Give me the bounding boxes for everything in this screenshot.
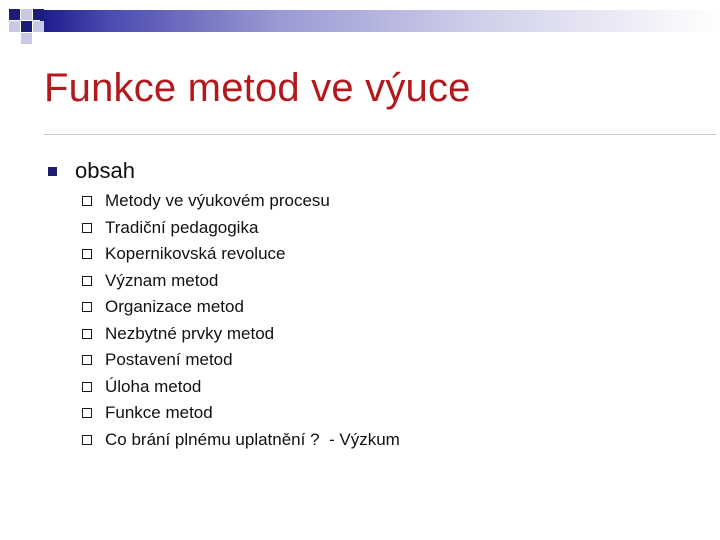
content-list xyxy=(82,188,400,453)
hollow-square-icon xyxy=(82,276,92,286)
hollow-square-icon xyxy=(82,302,92,312)
hollow-square-icon xyxy=(82,408,92,418)
list-item xyxy=(82,215,400,242)
list-item xyxy=(82,374,400,401)
hollow-square-icon xyxy=(82,196,92,206)
filled-square-icon xyxy=(48,167,57,176)
hollow-square-icon xyxy=(82,223,92,233)
list-item-label: Funkce metod xyxy=(105,403,213,423)
hollow-square-icon xyxy=(82,382,92,392)
slide-title: Funkce metod ve výuce xyxy=(44,66,471,110)
decor-square xyxy=(21,33,32,44)
list-item-label: Postavení metod xyxy=(105,350,233,370)
decor-square xyxy=(33,21,44,32)
gradient-band xyxy=(40,10,720,32)
title-divider xyxy=(44,134,716,135)
bullet-level1-label: obsah xyxy=(75,158,135,183)
list-item-label: Význam metod xyxy=(105,270,219,290)
list-item-label: Co brání plnému uplatnění ? - Výzkum xyxy=(105,429,400,449)
decor-square xyxy=(21,9,32,20)
list-item xyxy=(82,321,400,348)
bullet-level1 xyxy=(44,158,135,184)
header-decoration xyxy=(0,0,720,42)
list-item xyxy=(82,347,400,374)
list-item xyxy=(82,268,400,295)
list-item xyxy=(82,188,400,215)
list-item-label: Nezbytné prvky metod xyxy=(105,323,275,343)
decor-square xyxy=(9,21,20,32)
list-item-label: Metody ve výukovém procesu xyxy=(105,191,330,211)
hollow-square-icon xyxy=(82,355,92,365)
list-item xyxy=(82,427,400,454)
hollow-square-icon xyxy=(82,329,92,339)
list-item xyxy=(82,294,400,321)
decor-square xyxy=(33,9,44,20)
list-item-label: Kopernikovská revoluce xyxy=(105,244,286,264)
hollow-square-icon xyxy=(82,249,92,259)
list-item-label: Úloha metod xyxy=(105,376,202,396)
decor-square xyxy=(9,9,20,20)
list-item xyxy=(82,400,400,427)
decor-square xyxy=(21,21,32,32)
hollow-square-icon xyxy=(82,435,92,445)
list-item-label: Tradiční pedagogika xyxy=(105,217,259,237)
list-item-label: Organizace metod xyxy=(105,297,244,317)
list-item xyxy=(82,241,400,268)
